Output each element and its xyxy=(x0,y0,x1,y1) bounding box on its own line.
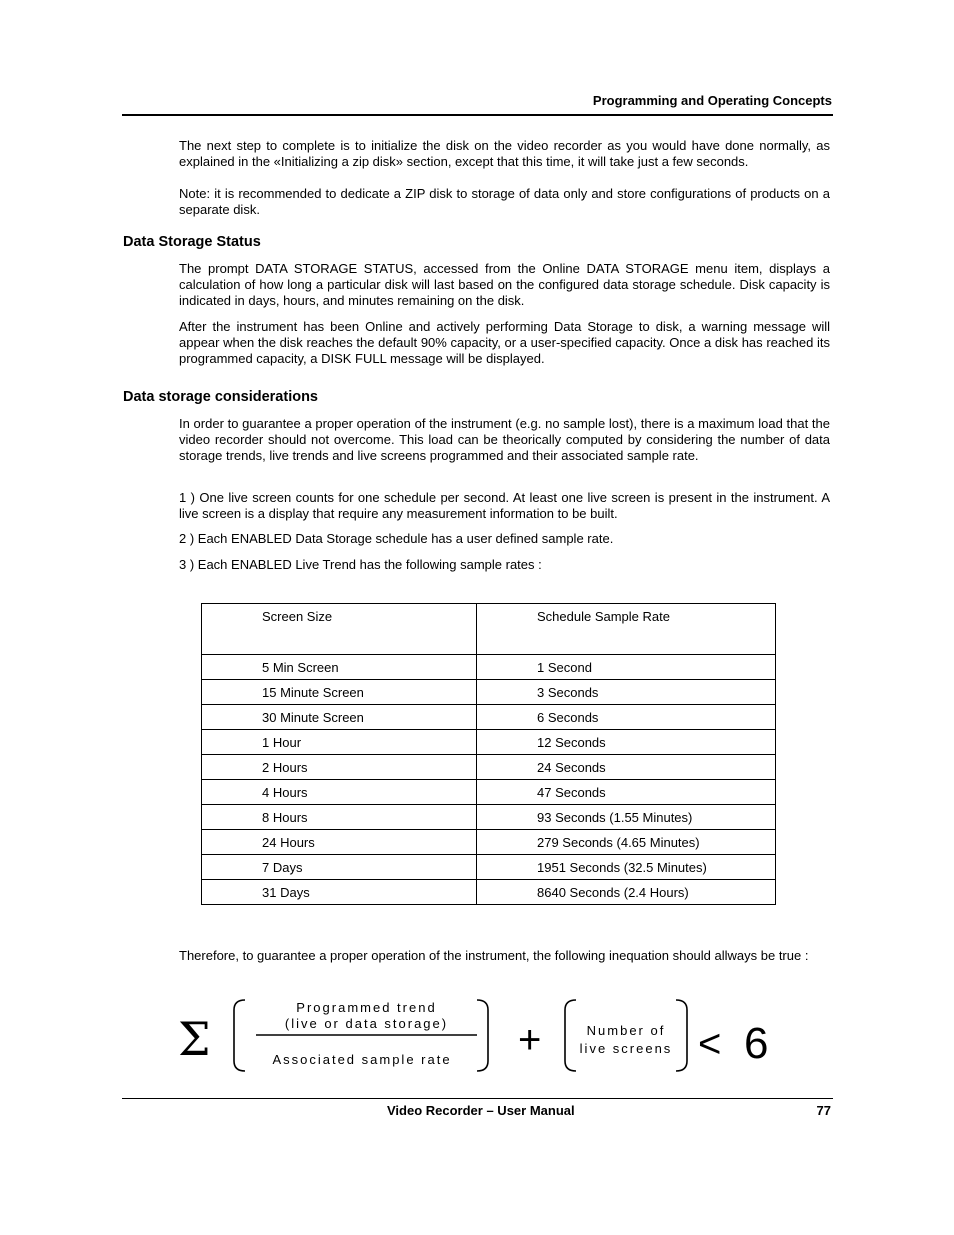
footer-manual-title: Video Recorder – User Manual xyxy=(387,1103,575,1118)
table-cell: 30 Minute Screen xyxy=(202,705,477,730)
status-paragraph-1: The prompt DATA STORAGE STATUS, accessed from the Online DATA STORAGE menu item, displays a calculation of how long a particular disk will last based on the configured data storage schedule. Disk capacity is indicated in days, hours, and minutes remaining on the disk. xyxy=(179,261,830,309)
table-cell: 15 Minute Screen xyxy=(202,680,477,705)
table-cell: 1 Second xyxy=(477,655,776,680)
table-cell: 2 Hours xyxy=(202,755,477,780)
table-cell: 1951 Seconds (32.5 Minutes) xyxy=(477,855,776,880)
sample-rate-table xyxy=(201,603,776,905)
table-cell: 4 Hours xyxy=(202,780,477,805)
table-row xyxy=(202,680,776,705)
sigma-symbol: Σ xyxy=(178,1012,211,1066)
status-paragraph-2: After the instrument has been Online and actively performing Data Storage to disk, a warning message will appear when the disk reaches the default 90% capacity, or a user-specified capacity. Once a disk has reached its programmed capacity, a DISK FULL message will be displayed. xyxy=(179,319,830,367)
table-row xyxy=(202,805,776,830)
table-row xyxy=(202,780,776,805)
term-line-1: Number of xyxy=(586,1023,666,1038)
numerator-line-1: Programmed trend xyxy=(296,1000,437,1015)
table-row xyxy=(202,830,776,855)
plus-sign: + xyxy=(518,1018,542,1062)
table-cell: 31 Days xyxy=(202,880,477,905)
term-line-2: live screens xyxy=(579,1041,673,1056)
left-bracket-1 xyxy=(234,1000,245,1071)
denominator: Associated sample rate xyxy=(272,1052,452,1067)
footer-rule xyxy=(122,1098,833,1099)
table-cell: 7 Days xyxy=(202,855,477,880)
considerations-paragraph-3: 2 ) Each ENABLED Data Storage schedule has a user defined sample rate. xyxy=(179,531,614,546)
intro-paragraph-2: Note: it is recommended to dedicate a ZIP disk to storage of data only and store configurations of products on a separate disk. xyxy=(179,186,830,218)
table-row xyxy=(202,855,776,880)
table-cell: 47 Seconds xyxy=(477,780,776,805)
considerations-paragraph-2: 1 ) One live screen counts for one schedule per second. At least one live screen is present in the instrument. A live screen is a display that require any measurement information to be built. xyxy=(179,490,830,522)
considerations-paragraph-4: 3 ) Each ENABLED Live Trend has the following sample rates : xyxy=(179,557,542,572)
table-cell: 24 Hours xyxy=(202,830,477,855)
section-heading-status: Data Storage Status xyxy=(123,234,261,250)
table-row xyxy=(202,705,776,730)
table-row xyxy=(202,880,776,905)
table-cell: 1 Hour xyxy=(202,730,477,755)
intro-paragraph-1: The next step to complete is to initialize the disk on the video recorder as you would have done normally, as explained in the «Initializing a zip disk» section, except that this time, it will take just a few seconds. xyxy=(179,138,830,170)
table-cell: 5 Min Screen xyxy=(202,655,477,680)
table-header-row xyxy=(202,604,776,655)
table-cell: 8 Hours xyxy=(202,805,477,830)
conclusion-paragraph: Therefore, to guarantee a proper operation of the instrument, the following inequation should allways be true : xyxy=(179,948,809,963)
limit-value: 6 xyxy=(744,1019,769,1068)
right-bracket-1 xyxy=(477,1000,488,1071)
table-cell: 6 Seconds xyxy=(477,705,776,730)
column-header-sample-rate: Schedule Sample Rate xyxy=(477,604,776,655)
header-rule xyxy=(122,114,833,116)
table-row xyxy=(202,755,776,780)
considerations-paragraph-1: In order to guarantee a proper operation of the instrument (e.g. no sample lost), there is a maximum load that the video recorder should not overcome. This load can be theorically computed by considering the number of data storage trends, live trends and live screens programmed and their associated sample rate. xyxy=(179,416,830,464)
table-cell: 3 Seconds xyxy=(477,680,776,705)
page-number: 77 xyxy=(816,1103,831,1118)
table-cell: 12 Seconds xyxy=(477,730,776,755)
table-cell: 24 Seconds xyxy=(477,755,776,780)
numerator-line-2: (live or data storage) xyxy=(284,1016,449,1031)
less-than-sign: < xyxy=(698,1022,722,1066)
section-heading-considerations: Data storage considerations xyxy=(123,389,318,405)
table-cell: 93 Seconds (1.55 Minutes) xyxy=(477,805,776,830)
table-cell: 8640 Seconds (2.4 Hours) xyxy=(477,880,776,905)
running-header: Programming and Operating Concepts xyxy=(592,93,832,108)
table-row xyxy=(202,730,776,755)
table-cell: 279 Seconds (4.65 Minutes) xyxy=(477,830,776,855)
column-header-screen-size: Screen Size xyxy=(202,604,477,655)
table-row xyxy=(202,655,776,680)
